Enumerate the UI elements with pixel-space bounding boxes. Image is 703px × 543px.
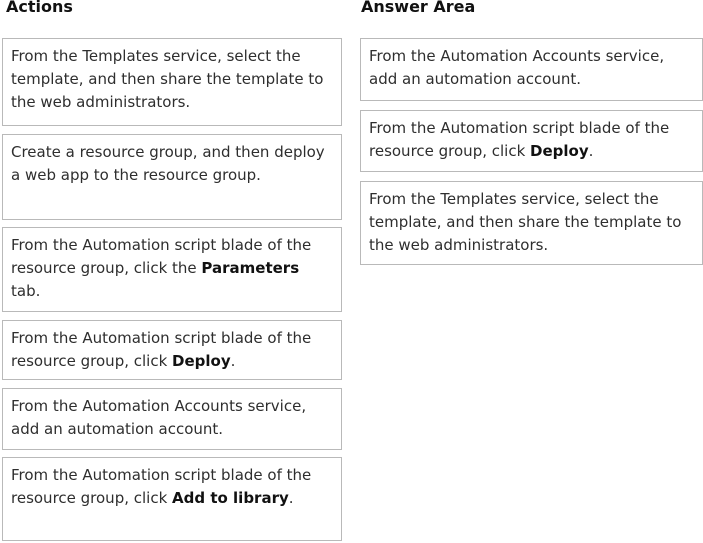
actions-heading: Actions: [6, 0, 73, 16]
action-item-share-template[interactable]: [2, 38, 342, 126]
answer-text-end: .: [588, 142, 594, 160]
action-bold-text: Add to library: [172, 489, 289, 507]
answer-area-heading: Answer Area: [361, 0, 476, 16]
answer-text: From the Automation Accounts service, add an automation account.: [369, 47, 665, 88]
action-text: Create a resource group, and then deploy a web app to the resource group.: [11, 143, 325, 184]
action-bold-text: Deploy: [172, 352, 231, 370]
answer-text: From the Automation script blade of the resource group, click: [369, 119, 670, 160]
action-text-end: .: [288, 489, 294, 507]
action-text: From the Automation script blade of the resource group, click the: [11, 236, 312, 277]
action-item-deploy[interactable]: [2, 320, 342, 380]
answer-text: From the Templates service, select the template, and then share the template to the web administrators.: [369, 190, 682, 254]
action-text-end: .: [230, 352, 236, 370]
action-text: From the Automation script blade of the resource group, click: [11, 466, 312, 507]
action-bold-text: Parameters: [201, 259, 300, 277]
answer-item-share-template[interactable]: [360, 181, 703, 265]
action-item-create-resource-group[interactable]: [2, 134, 342, 220]
answer-item-deploy[interactable]: [360, 110, 703, 172]
answer-item-add-automation-account[interactable]: [360, 38, 703, 101]
action-text-end: tab.: [11, 282, 41, 300]
action-item-add-to-library[interactable]: [2, 457, 342, 541]
answer-bold-text: Deploy: [530, 142, 589, 160]
action-item-add-automation-account[interactable]: [2, 388, 342, 450]
action-item-parameters-tab[interactable]: [2, 227, 342, 312]
action-text: From the Automation Accounts service, add an automation account.: [11, 397, 307, 438]
action-text: From the Templates service, select the template, and then share the template to the web administrators.: [11, 47, 324, 111]
action-text: From the Automation script blade of the resource group, click: [11, 329, 312, 370]
